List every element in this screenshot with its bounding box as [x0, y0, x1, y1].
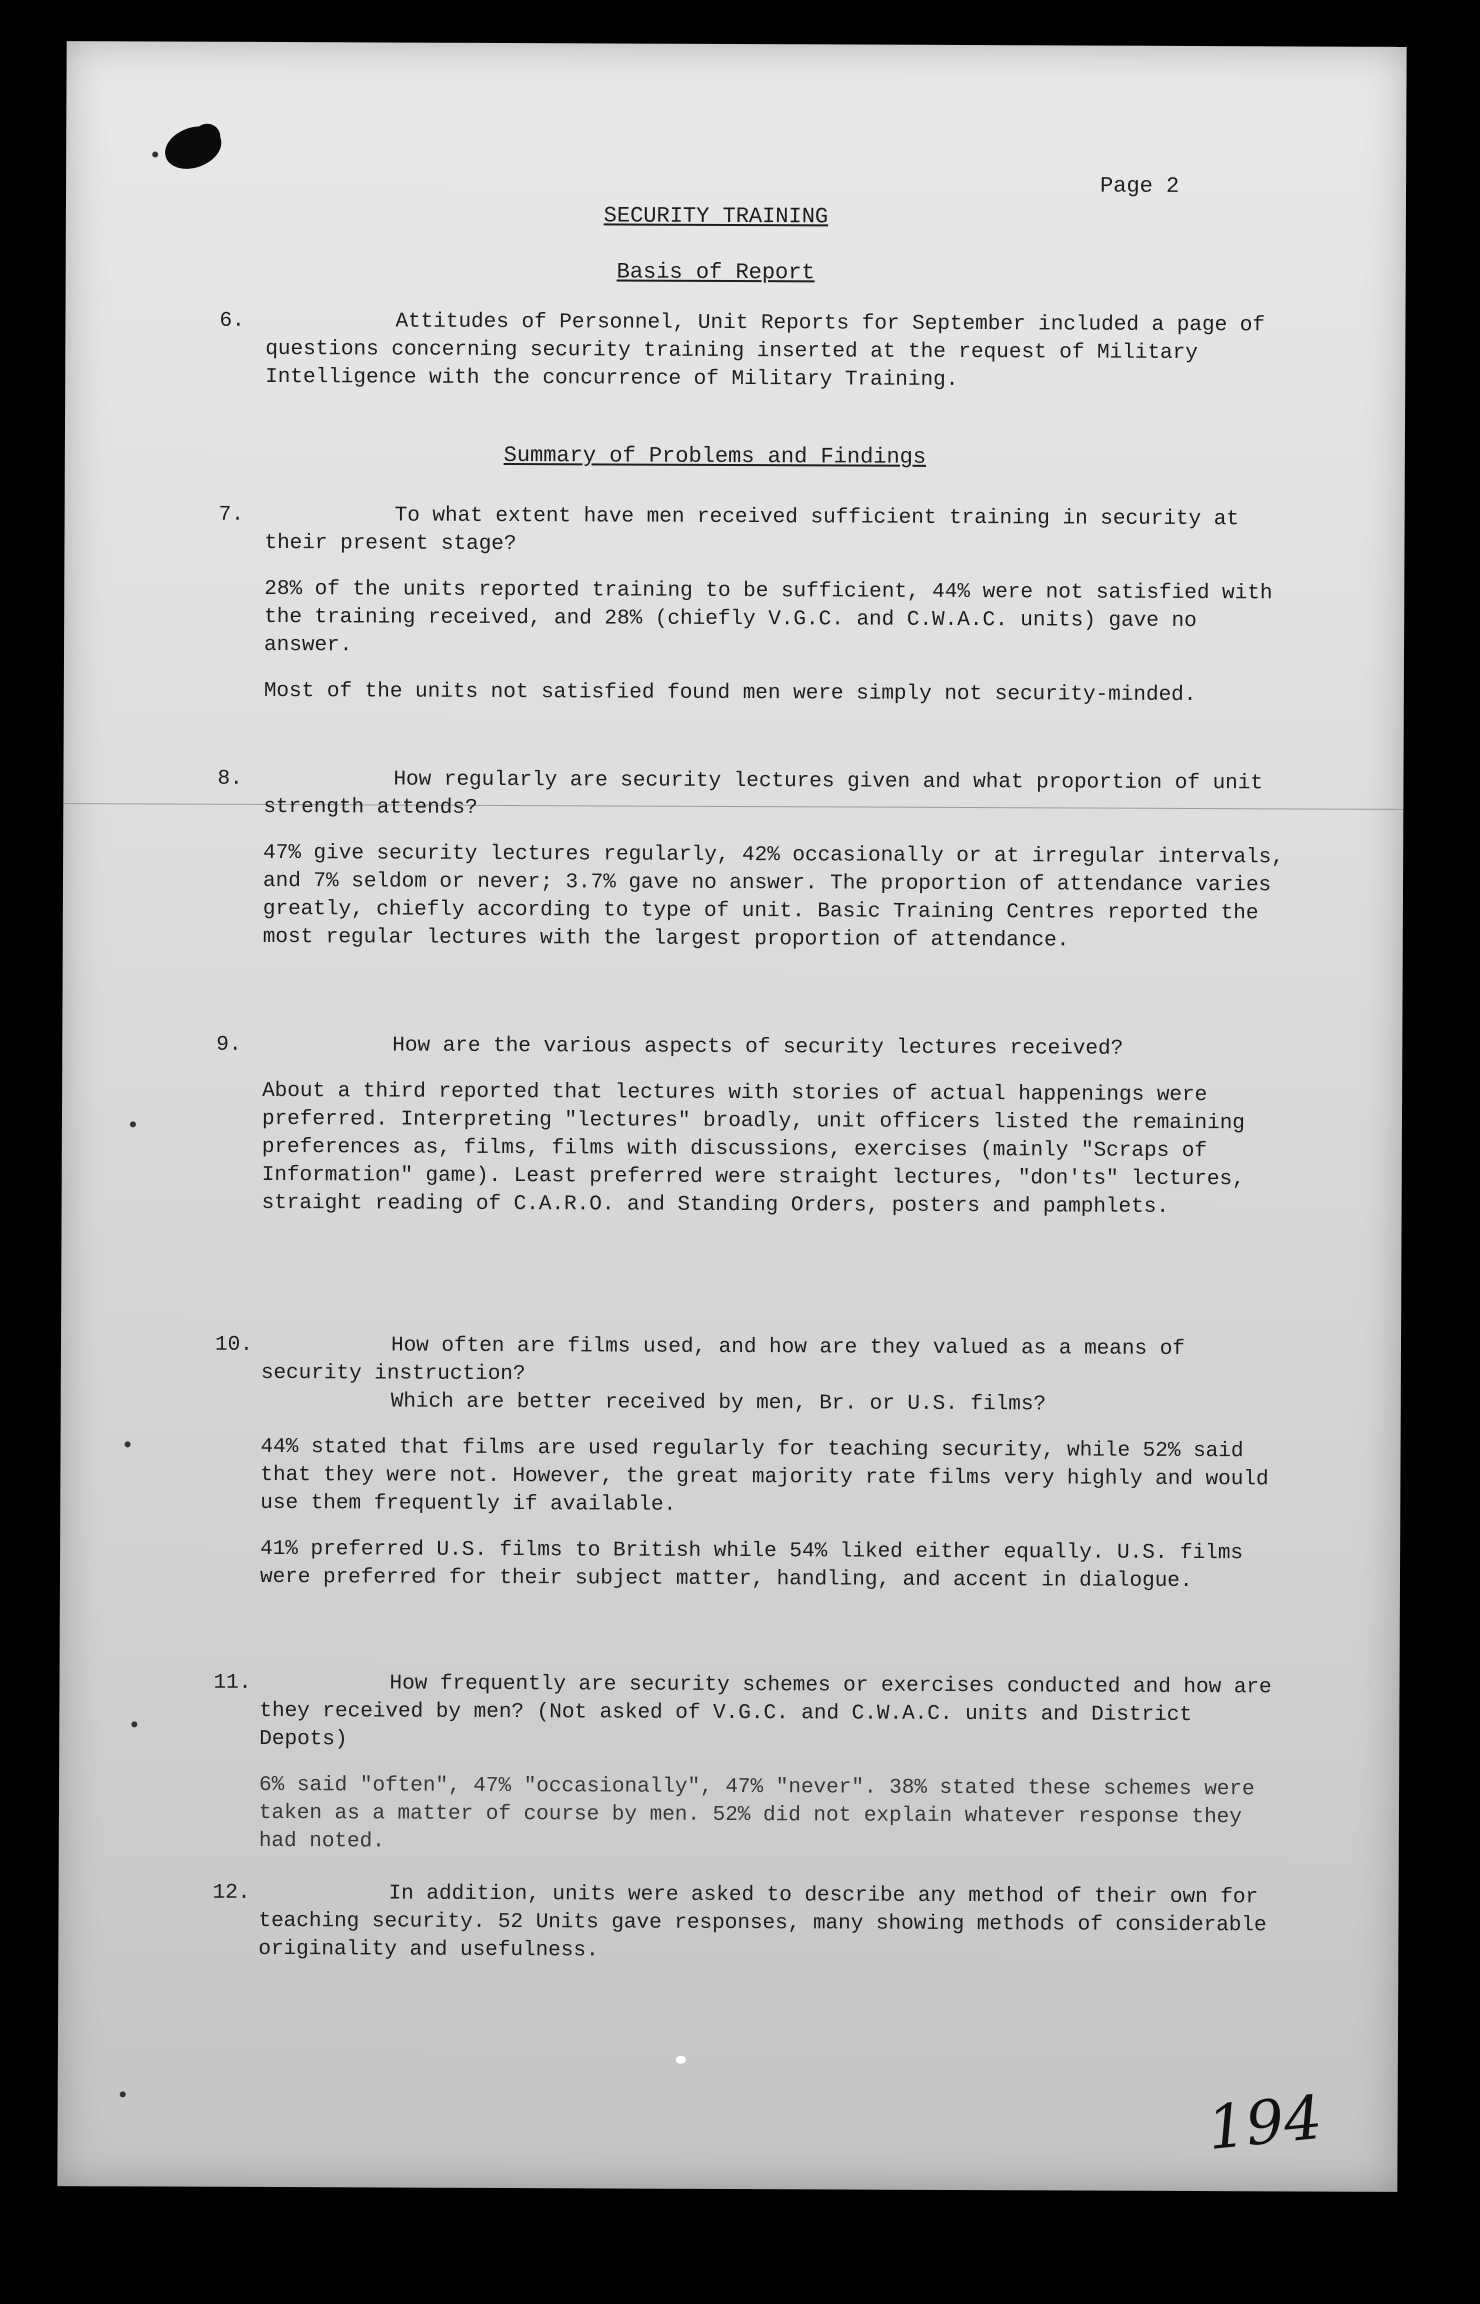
item-number: 9.	[216, 1033, 242, 1057]
item-text: In addition, units were asked to describe any method of their own for teaching security. 52 Units gave responses, many showing methods of considerable originality and usefulness.	[258, 1882, 1280, 1963]
answer-text: 28% of the units reported training to be sufficient, 44% were not satisfied with the training received, and 28% (chiefly V.G.C. and C.W.A.C. units) gave no answer.	[264, 577, 1273, 658]
item-number: 12.	[212, 1881, 251, 1905]
item-11	[213, 1670, 1290, 1860]
item-number: 8.	[217, 767, 243, 791]
item-9	[216, 1032, 1293, 1222]
answer-text: 6% said "often", 47% "occasionally", 47% "never". 38% stated these schemes were taken as a matter of course by men. 52% did not explain whatever response they had noted.	[258, 1773, 1255, 1854]
answer-text: 44% stated that films are used regularly for teaching security, while 52% said that they were not. However, the great majority rate films very highly and would use them frequently if available.	[260, 1435, 1269, 1517]
answer-text: 47% give security lectures regularly, 42% occasionally or at irregular intervals, and 7% seldom or never; 3.7% gave no answer. The proportion of attendance varies greatly, chiefly according to type of unit. Basic Training Centres reported the most regular lectures with the largest proportion of attendance.	[262, 841, 1284, 953]
item-number: 11.	[213, 1671, 252, 1695]
item-6	[219, 308, 1295, 396]
speck	[152, 151, 158, 157]
question-text: How are the various aspects of security lectures received?	[392, 1034, 1124, 1061]
speck	[131, 1721, 137, 1727]
item-10	[214, 1332, 1291, 1596]
item-text: Attitudes of Personnel, Unit Reports for September included a page of questions concerning security training inserted at the request of Military Intelligence with the concurrence of Military Training.	[265, 310, 1278, 392]
item-number: 6.	[219, 309, 245, 333]
question-text: How frequently are security schemes or exercises conducted and how are they received by men? (Not asked of V.G.C. and C.W.A.C. units and District Depots)	[259, 1672, 1285, 1752]
answer-text: Most of the units not satisfied found men were simply not security-minded.	[263, 679, 1197, 708]
question-text: How regularly are security lectures given and what proportion of unit strength attends?	[263, 768, 1276, 820]
section-heading-summary: Summary of Problems and Findings	[503, 442, 927, 470]
item-7	[218, 502, 1295, 710]
answer-text: 41% preferred U.S. films to British while 54% liked either equally. U.S. films were preferred for their subject matter, handling, and accent in dialogue.	[259, 1537, 1244, 1594]
speck	[120, 2091, 126, 2097]
item-number: 10.	[214, 1333, 253, 1357]
item-number: 7.	[218, 503, 244, 527]
speck	[125, 1441, 131, 1447]
item-12	[212, 1880, 1288, 1968]
item-8	[217, 766, 1294, 956]
paper-mark	[676, 2056, 686, 2064]
document-page	[57, 41, 1406, 2192]
answer-text: About a third reported that lectures with stories of actual happenings were preferred. Interpreting "lectures" broadly, unit officers listed the remaining preferences as, films, films with discussions, exercises (mainly "Scraps of Information" game). Least preferred were straight lectures, "don'ts" lectures, straight reading of C.A.R.O. and Standing Orders, posters and pamphlets.	[261, 1079, 1245, 1219]
ink-blot	[194, 124, 220, 150]
question-text: To what extent have men received sufficient training in security at their present stage?	[264, 504, 1252, 557]
section-heading-basis: Basis of Report	[616, 259, 815, 286]
question-text-2: Which are better received by men, Br. or U.S. films?	[390, 1390, 1047, 1417]
page-number: Page 2	[1100, 173, 1180, 199]
question-text: How often are films used, and how are they valued as a means of security instruction?	[260, 1334, 1198, 1387]
handwritten-folio-number: 194	[1204, 2082, 1326, 2164]
page-title: SECURITY TRAINING	[603, 203, 829, 230]
speck	[130, 1121, 136, 1127]
